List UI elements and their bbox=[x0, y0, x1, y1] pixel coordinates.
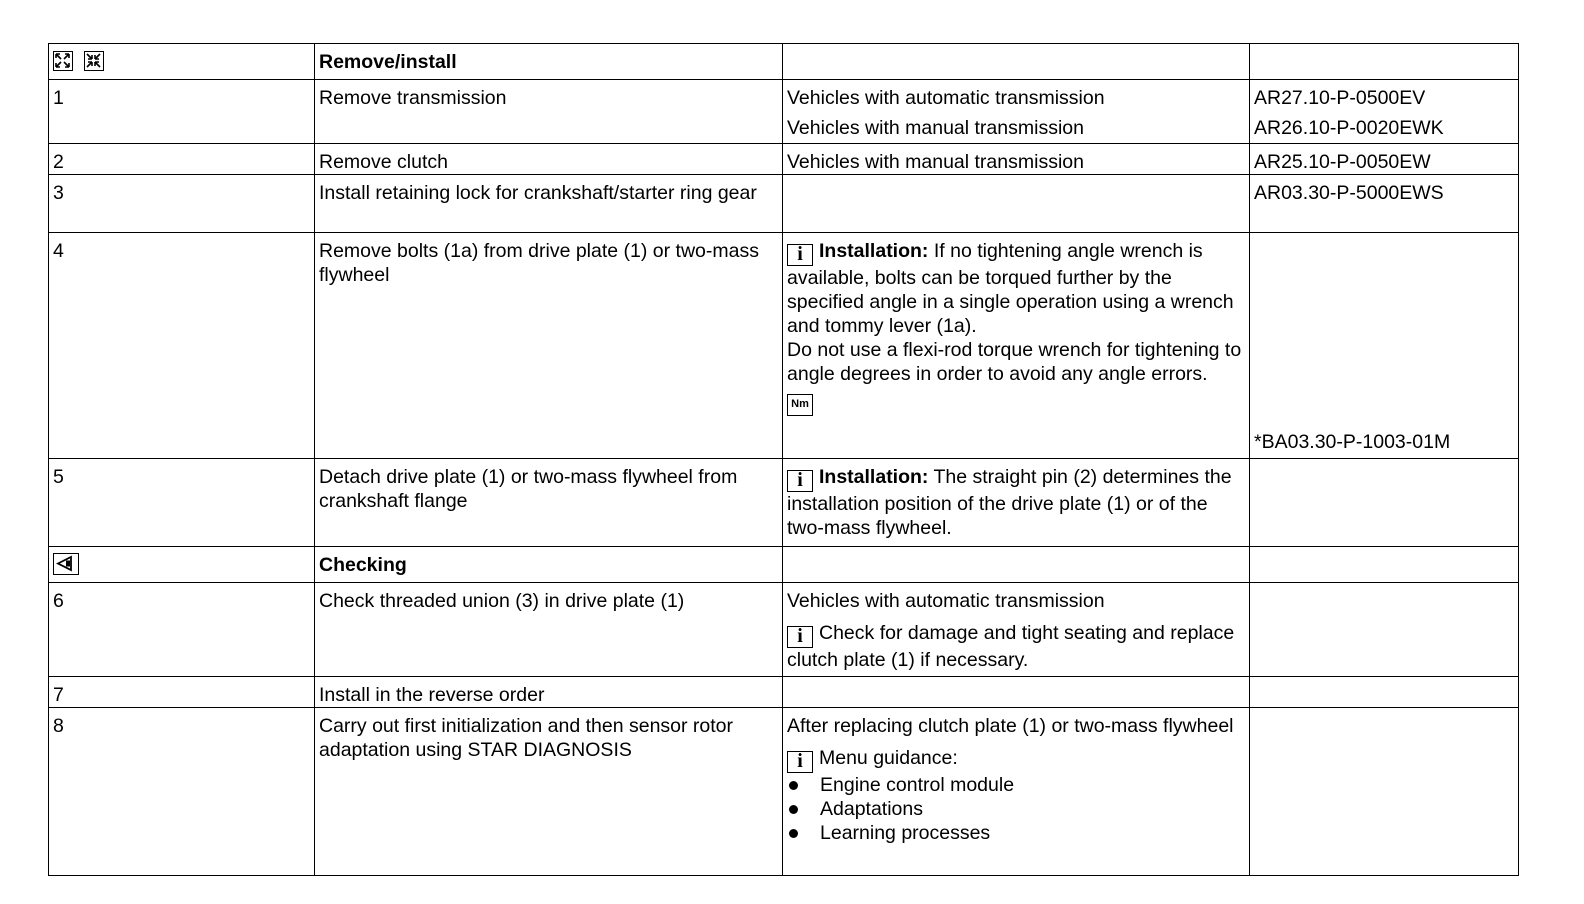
step-number: 3 bbox=[49, 175, 315, 233]
step-number: 6 bbox=[49, 583, 315, 677]
installation-text: If no tightening angle wrench is available, bolts can be torqued further by the specified angle in a single operation using a wrench and tommy lever (1a). bbox=[787, 240, 1234, 337]
step-action: Remove bolts (1a) from drive plate (1) or two-mass flywheel bbox=[315, 233, 783, 459]
check-note bbox=[783, 583, 1250, 677]
diagnosis-note bbox=[783, 708, 1250, 876]
info-icon: i bbox=[787, 626, 813, 648]
vehicle-condition: Vehicles with manual transmission bbox=[783, 144, 1250, 175]
installation-label: Installation: bbox=[819, 466, 929, 488]
step-number: 8 bbox=[49, 708, 315, 876]
reference-link[interactable]: AR03.30-P-5000EWS bbox=[1250, 175, 1519, 233]
table-row-checking bbox=[49, 547, 1519, 583]
table-row bbox=[49, 677, 1519, 708]
step-notes bbox=[783, 80, 1250, 144]
table-row bbox=[49, 233, 1519, 459]
installation-text: The straight pin (2) determines the installation position of the drive plate (1) or of the two-mass flywheel. bbox=[787, 466, 1232, 539]
step-action: Check threaded union (3) in drive plate (1) bbox=[315, 583, 783, 677]
remove-icon bbox=[53, 51, 73, 71]
info-icon: i bbox=[787, 751, 813, 773]
checking-icon bbox=[53, 553, 79, 575]
step-refs bbox=[1250, 80, 1519, 144]
step-action: Install in the reverse order bbox=[315, 677, 783, 708]
step-number: 7 bbox=[49, 677, 315, 708]
info-icon: i bbox=[787, 470, 813, 492]
section-title-checking: Checking bbox=[315, 547, 783, 583]
menu-guidance-list bbox=[787, 773, 1245, 845]
step-action: Install retaining lock for crankshaft/starter ring gear bbox=[315, 175, 783, 233]
section-title-remove-install: Remove/install bbox=[315, 44, 783, 80]
torque-nm-icon: Nm bbox=[787, 394, 813, 416]
step-number: 2 bbox=[49, 144, 315, 175]
check-text: Check for damage and tight seating and replace clutch plate (1) if necessary. bbox=[787, 622, 1235, 671]
installation-note bbox=[783, 459, 1250, 547]
installation-label: Installation: bbox=[819, 240, 929, 262]
menu-guidance-label: Menu guidance: bbox=[819, 747, 958, 769]
step-number: 1 bbox=[49, 80, 315, 144]
install-icon bbox=[84, 51, 104, 71]
reference-link[interactable]: AR27.10-P-0500EV bbox=[1254, 87, 1426, 109]
reference-link[interactable]: AR26.10-P-0020EWK bbox=[1254, 117, 1444, 139]
table-row bbox=[49, 144, 1519, 175]
vehicle-condition: Vehicles with manual transmission bbox=[787, 117, 1084, 139]
list-item: Learning processes bbox=[787, 821, 1245, 845]
installation-text-2: Do not use a flexi-rod torque wrench for tightening to angle degrees in order to avoid any angle errors. bbox=[787, 339, 1242, 385]
list-item: Adaptations bbox=[787, 797, 1245, 821]
step-action: Remove clutch bbox=[315, 144, 783, 175]
step-action: Detach drive plate (1) or two-mass flywheel from crankshaft flange bbox=[315, 459, 783, 547]
table-row bbox=[49, 80, 1519, 144]
info-icon: i bbox=[787, 244, 813, 266]
reference-link[interactable]: *BA03.30-P-1003-01M bbox=[1250, 233, 1519, 459]
step-number: 5 bbox=[49, 459, 315, 547]
table-row bbox=[49, 583, 1519, 677]
vehicle-condition: Vehicles with automatic transmission bbox=[787, 87, 1105, 109]
reference-link[interactable]: AR25.10-P-0050EW bbox=[1250, 144, 1519, 175]
procedure-table bbox=[48, 43, 1519, 876]
checking-icon-cell bbox=[49, 547, 315, 583]
vehicle-condition: Vehicles with automatic transmission bbox=[787, 590, 1105, 612]
installation-note bbox=[783, 233, 1250, 459]
table-row-remove-install bbox=[49, 44, 1519, 80]
vehicle-condition: After replacing clutch plate (1) or two-mass flywheel bbox=[787, 715, 1234, 737]
step-number: 4 bbox=[49, 233, 315, 459]
table-row bbox=[49, 708, 1519, 876]
step-action: Carry out first initialization and then sensor rotor adaptation using STAR DIAGNOSIS bbox=[315, 708, 783, 876]
step-action: Remove transmission bbox=[315, 80, 783, 144]
list-item: Engine control module bbox=[787, 773, 1245, 797]
table-row bbox=[49, 175, 1519, 233]
table-row bbox=[49, 459, 1519, 547]
remove-install-icons-cell bbox=[49, 44, 315, 80]
